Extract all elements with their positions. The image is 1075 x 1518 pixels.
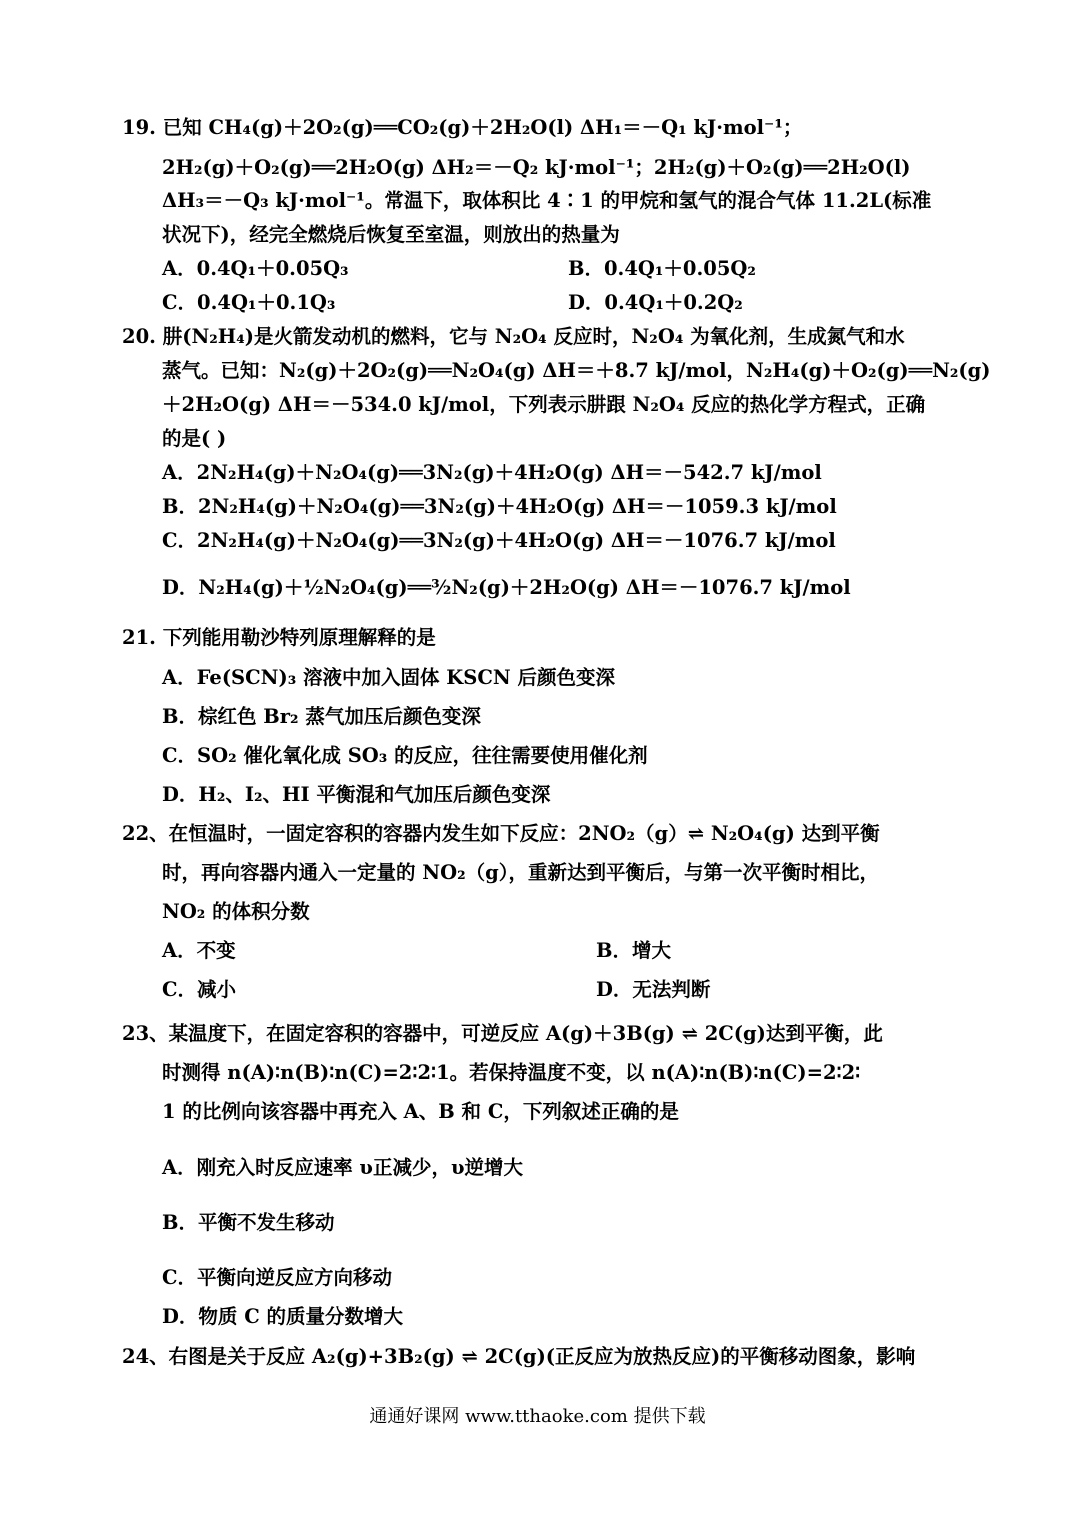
q19-line-2: 2H₂(g)＋O₂(g)══2H₂O(g) ΔH₂＝－Q₂ kJ·mol⁻¹；2H₂(g)＋O₂(g)══2H₂O(l) [162,156,911,179]
q19-line-3: ΔH₃＝－Q₃ kJ·mol⁻¹。常温下，取体积比 4∶1 的甲烷和氢气的混合气体 11.2L(标准 [162,189,932,212]
q19-line-1: 19. 已知 CH₄(g)＋2O₂(g)══CO₂(g)＋2H₂O(l) ΔH₁＝－Q₁ kJ·mol⁻¹； [122,116,803,139]
q19-line-4: 状况下)，经完全燃烧后恢复至室温，则放出的热量为 [162,223,620,246]
q21-option-c: C．SO₂ 催化氧化成 SO₃ 的反应，往往需要使用催化剂 [162,744,648,767]
q22-line-2: 时，再向容器内通入一定量的 NO₂（g），重新达到平衡后，与第一次平衡时相比， [162,861,880,884]
q22-line-1: 22、在恒温时，一固定容积的容器内发生如下反应：2NO₂（g）⇌ N₂O₄(g) 达到平衡 [122,822,880,845]
q20-option-b: B．2N₂H₄(g)＋N₂O₄(g)══3N₂(g)＋4H₂O(g) ΔH＝－1059.3 kJ/mol [162,495,837,518]
q22-option-b: B．增大 [596,939,671,962]
page-footer: 通通好课网 www.tthaoke.com 提供下载 [369,1406,706,1427]
q23-line-1: 23、某温度下，在固定容积的容器中，可逆反应 A(g)＋3B(g) ⇌ 2C(g)达到平衡，此 [122,1022,883,1045]
q19-option-c: C．0.4Q₁＋0.1Q₃ [162,291,336,314]
q20-line-4: 的是( ) [162,427,227,450]
q19-option-a: A．0.4Q₁＋0.05Q₃ [162,257,349,280]
q22-line-3: NO₂ 的体积分数 [162,900,310,923]
q23-option-d: D．物质 C 的质量分数增大 [162,1305,404,1328]
q24-line-1: 24、右图是关于反应 A₂(g)+3B₂(g) ⇌ 2C(g)(正反应为放热反应)的平衡移动图象，影响 [122,1345,916,1368]
q23-line-3: 1 的比例向该容器中再充入 A、B 和 C，下列叙述正确的是 [162,1100,679,1123]
q23-option-c: C．平衡向逆反应方向移动 [162,1266,393,1289]
q23-option-a: A．刚充入时反应速率 υ正减少，υ逆增大 [162,1156,523,1179]
q22-option-c: C．减小 [162,978,237,1001]
q21-option-b: B．棕红色 Br₂ 蒸气加压后颜色变深 [162,705,481,728]
q21-option-d: D．H₂、I₂、HI 平衡混和气加压后颜色变深 [162,783,551,806]
q20-option-a: A．2N₂H₄(g)＋N₂O₄(g)══3N₂(g)＋4H₂O(g) ΔH＝－542.7 kJ/mol [162,461,822,484]
q19-option-b: B．0.4Q₁＋0.05Q₂ [568,257,756,280]
q20-line-3: ＋2H₂O(g) ΔH＝－534.0 kJ/mol，下列表示肼跟 N₂O₄ 反应的热化学方程式，正确 [162,393,926,416]
q22-option-d: D．无法判断 [596,978,711,1001]
q21-line-1: 21. 下列能用勒沙特列原理解释的是 [122,626,436,649]
q19-option-d: D．0.4Q₁＋0.2Q₂ [568,291,743,314]
q20-option-c: C．2N₂H₄(g)＋N₂O₄(g)══3N₂(g)＋4H₂O(g) ΔH＝－1076.7 kJ/mol [162,529,836,552]
q20-line-1: 20. 肼(N₂H₄)是火箭发动机的燃料，它与 N₂O₄ 反应时，N₂O₄ 为氧化剂，生成氮气和水 [122,325,905,348]
q20-option-d: D．N₂H₄(g)＋½N₂O₄(g)══³⁄₂N₂(g)＋2H₂O(g) ΔH＝－1076.7 kJ/mol [162,576,851,599]
q23-option-b: B．平衡不发生移动 [162,1211,335,1234]
q21-option-a: A．Fe(SCN)₃ 溶液中加入固体 KSCN 后颜色变深 [162,666,615,689]
q23-line-2: 时测得 n(A)∶n(B)∶n(C)=2∶2∶1。若保持温度不变，以 n(A)∶n(B)∶n(C)=2∶2∶ [162,1061,861,1084]
q22-option-a: A．不变 [162,939,236,962]
q20-line-2: 蒸气。已知：N₂(g)＋2O₂(g)══N₂O₄(g) ΔH＝＋8.7 kJ/mol，N₂H₄(g)＋O₂(g)══N₂(g) [162,359,991,382]
